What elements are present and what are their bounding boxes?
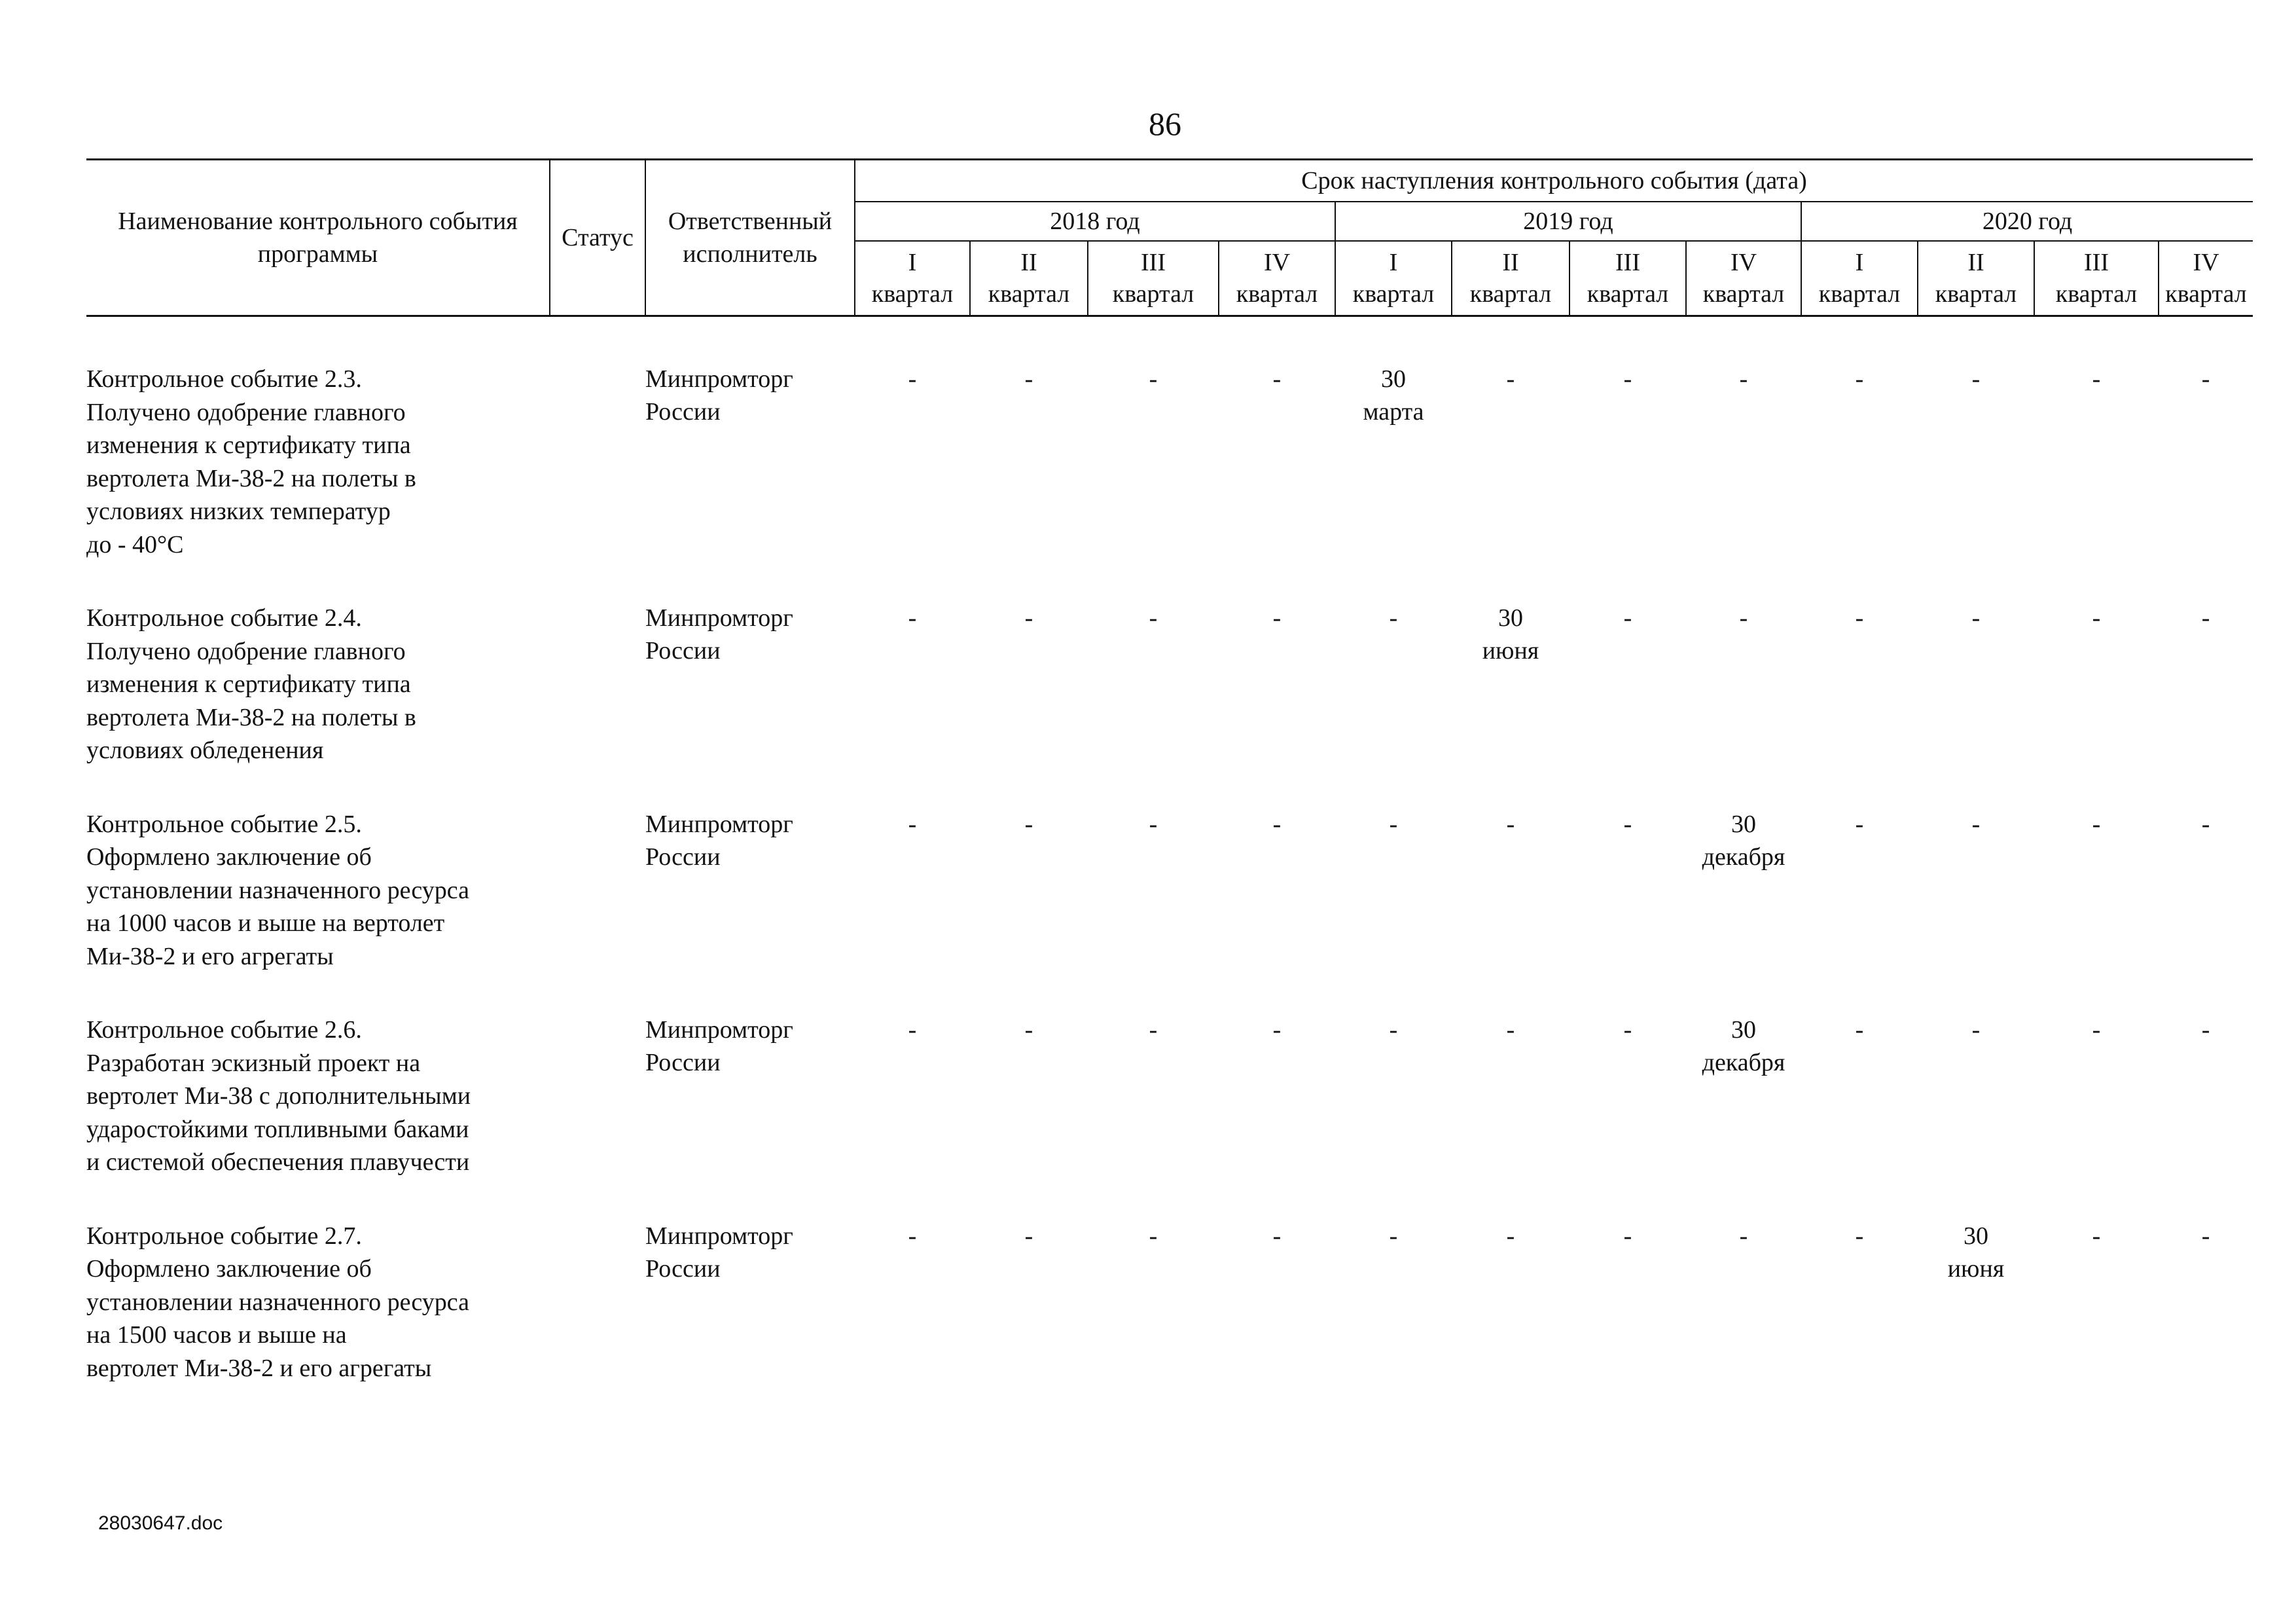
quarter-value-part: 30 (1964, 1222, 1988, 1250)
quarter-value-part: - (1506, 1222, 1515, 1250)
quarter-value-part: декабря (1702, 1049, 1785, 1076)
header-quarter-1-0 (1335, 241, 1452, 316)
quarter-roman: II (1020, 249, 1037, 276)
quarter-value-part: - (1024, 1016, 1033, 1044)
quarter-roman: II (1967, 249, 1984, 276)
quarter-value-part: - (1272, 365, 1282, 393)
table-header (86, 160, 2253, 316)
quarter-value (1570, 316, 1686, 562)
event-name-line: Ми-38-2 и его агрегаты (86, 942, 334, 970)
quarter-roman: I (908, 249, 917, 276)
quarter-value-part: 30 (1731, 1016, 1756, 1044)
header-year-2: 2020 год (1801, 202, 2253, 241)
header-period-column: Срок наступления контрольного события (дата) (855, 160, 2253, 202)
event-name-line: вертолета Ми-38-2 на полеты в (86, 703, 416, 731)
event-responsible (645, 767, 855, 974)
quarter-word: квартал (988, 280, 1070, 308)
event-name-line: до - 40°С (86, 530, 184, 558)
quarter-value (1335, 767, 1452, 974)
quarter-value-part: - (1971, 1016, 1981, 1044)
quarter-value (1088, 561, 1219, 767)
event-name-line: Контрольное событие 2.6. (86, 1016, 362, 1044)
quarter-value (1452, 767, 1570, 974)
quarter-word: квартал (2165, 280, 2247, 308)
event-name-line: условиях обледенения (86, 737, 324, 764)
quarter-value (2159, 1179, 2253, 1385)
quarter-value-part: - (2092, 810, 2101, 838)
quarter-value (1452, 561, 1570, 767)
quarter-value-part: - (2092, 1016, 2101, 1044)
responsible-line: Минпромторг (645, 1016, 793, 1044)
quarter-value-part: - (1855, 1222, 1864, 1250)
table-row (86, 973, 2253, 1179)
quarter-value (1452, 1179, 1570, 1385)
event-name-line: Контрольное событие 2.5. (86, 810, 362, 838)
quarter-value-part: - (1149, 810, 1158, 838)
event-name (86, 767, 550, 974)
header-quarter-0-3 (1219, 241, 1335, 316)
quarter-value-part: - (1024, 1222, 1033, 1250)
quarter-value-part: - (1855, 810, 1864, 838)
quarter-value-part: - (1024, 365, 1033, 393)
quarter-value (2034, 561, 2159, 767)
responsible-line: Минпромторг (645, 365, 793, 393)
quarter-value-part: - (1623, 604, 1632, 632)
event-name-line: изменения к сертификату типа (86, 670, 411, 698)
table-row (86, 561, 2253, 767)
table-body (86, 316, 2253, 1385)
quarter-value (1219, 1179, 1335, 1385)
event-name-line: установлении назначенного ресурса (86, 876, 469, 904)
event-name-line: Получено одобрение главного (86, 637, 406, 665)
quarter-value (855, 973, 970, 1179)
table-row (86, 767, 2253, 974)
header-quarter-1-2 (1570, 241, 1686, 316)
quarter-roman: III (2084, 249, 2109, 276)
responsible-line: России (645, 1254, 721, 1283)
quarter-value-part: - (1389, 604, 1398, 632)
event-name-line: Разработан эскизный проект на (86, 1049, 421, 1077)
quarter-value (1801, 561, 1918, 767)
event-name-line: Оформлено заключение об (86, 843, 372, 871)
quarter-value (970, 767, 1088, 974)
quarter-value (1088, 973, 1219, 1179)
quarter-value-part: - (2201, 1222, 2210, 1250)
header-responsible-column: Ответственный исполнитель (645, 160, 855, 316)
responsible-line: России (645, 637, 721, 665)
quarter-value-part: - (908, 810, 917, 838)
header-quarter-2-3 (2159, 241, 2253, 316)
quarter-value (2159, 561, 2253, 767)
responsible-line: Минпромторг (645, 604, 793, 632)
event-responsible (645, 316, 855, 562)
quarter-value-part: - (1024, 810, 1033, 838)
quarter-value (1088, 767, 1219, 974)
event-name-line: Контрольное событие 2.7. (86, 1222, 362, 1250)
quarter-word: квартал (1352, 280, 1435, 308)
quarter-value-part: - (1855, 365, 1864, 393)
quarter-value-part: - (1971, 365, 1981, 393)
quarter-value (1570, 973, 1686, 1179)
event-status (550, 973, 645, 1179)
quarter-value (855, 561, 970, 767)
quarter-value (1219, 316, 1335, 562)
quarter-value (1918, 767, 2034, 974)
quarter-value-part: - (2201, 1016, 2210, 1044)
header-quarter-2-2 (2034, 241, 2159, 316)
table-row (86, 316, 2253, 562)
quarter-roman: IV (1263, 249, 1291, 276)
quarter-value-part: - (1149, 604, 1158, 632)
quarter-value-part: - (2201, 604, 2210, 632)
header-year-1: 2019 год (1335, 202, 1801, 241)
event-responsible (645, 561, 855, 767)
quarter-value (2159, 767, 2253, 974)
event-name-line: Оформлено заключение об (86, 1255, 372, 1283)
quarter-value-part: - (2092, 1222, 2101, 1250)
quarter-value (1219, 767, 1335, 974)
event-name-line: на 1000 часов и выше на вертолет (86, 909, 445, 937)
quarter-roman: II (1502, 249, 1519, 276)
quarter-value (1219, 561, 1335, 767)
quarter-value (1686, 1179, 1801, 1385)
quarter-value-part: - (1739, 1222, 1748, 1250)
quarter-value-part: - (1272, 1016, 1282, 1044)
quarter-value (1918, 316, 2034, 562)
quarter-roman: III (1141, 249, 1166, 276)
event-status (550, 767, 645, 974)
responsible-line: России (645, 843, 721, 871)
quarter-value (970, 973, 1088, 1179)
header-quarter-2-0 (1801, 241, 1918, 316)
quarter-word: квартал (1702, 280, 1785, 308)
quarter-value (855, 767, 970, 974)
quarter-value (1801, 767, 1918, 974)
quarter-value-part: июня (1947, 1254, 2005, 1283)
quarter-roman: IV (1730, 249, 1757, 276)
quarter-word: квартал (1587, 280, 1669, 308)
event-status (550, 561, 645, 767)
quarter-value-part: - (1739, 365, 1748, 393)
quarter-value (855, 1179, 970, 1385)
event-name-line: установлении назначенного ресурса (86, 1288, 469, 1316)
quarter-value-part: - (908, 365, 917, 393)
quarter-value-part: - (1855, 1016, 1864, 1044)
event-responsible (645, 1179, 855, 1385)
quarter-word: квартал (1818, 280, 1901, 308)
quarter-value (1801, 973, 1918, 1179)
quarter-value (1918, 1179, 2034, 1385)
quarter-value-part: - (1506, 365, 1515, 393)
quarter-value (2034, 973, 2159, 1179)
quarter-word: квартал (1236, 280, 1318, 308)
quarter-value (1088, 1179, 1219, 1385)
event-name (86, 973, 550, 1179)
event-name-line: вертолета Ми-38-2 на полеты в (86, 464, 416, 492)
quarter-value (855, 316, 970, 562)
quarter-value (1686, 316, 1801, 562)
quarter-value-part: - (1389, 1016, 1398, 1044)
quarter-value-part: - (1971, 810, 1981, 838)
quarter-value-part: - (1149, 365, 1158, 393)
quarter-value-part: - (1024, 604, 1033, 632)
event-name-line: условиях низких температур (86, 498, 391, 525)
quarter-value (2034, 316, 2159, 562)
quarter-value (1918, 973, 2034, 1179)
quarter-value-part: - (1506, 1016, 1515, 1044)
quarter-value-part: - (1149, 1016, 1158, 1044)
event-status (550, 1179, 645, 1385)
quarter-value (1335, 1179, 1452, 1385)
quarter-value-part: - (908, 1222, 917, 1250)
document-code: 28030647.doc (98, 1512, 223, 1534)
quarter-value-part: декабря (1702, 843, 1785, 871)
quarter-roman: III (1615, 249, 1640, 276)
quarter-value (2159, 316, 2253, 562)
quarter-value-part: - (1623, 365, 1632, 393)
quarter-value (970, 1179, 1088, 1385)
quarter-value-part: - (1272, 1222, 1282, 1250)
header-quarter-1-3 (1686, 241, 1801, 316)
event-name-line: на 1500 часов и выше на (86, 1321, 347, 1349)
quarter-value-part: 30 (1381, 365, 1406, 393)
quarter-value-part: - (2092, 604, 2101, 632)
quarter-value (1088, 316, 1219, 562)
quarter-value-part: - (1272, 810, 1282, 838)
quarter-word: квартал (1469, 280, 1552, 308)
event-name-line: Контрольное событие 2.3. (86, 365, 362, 393)
quarter-value (1570, 1179, 1686, 1385)
quarter-value (1335, 316, 1452, 562)
quarter-value (1686, 561, 1801, 767)
header-name-column: Наименование контрольного события программы (86, 160, 550, 316)
quarter-value-part: - (1506, 810, 1515, 838)
quarter-value-part: - (1623, 810, 1632, 838)
quarter-value (1918, 561, 2034, 767)
quarter-value-part: - (1855, 604, 1864, 632)
header-status-column: Статус (550, 160, 645, 316)
quarter-value-part: - (1971, 604, 1981, 632)
quarter-value (1801, 316, 1918, 562)
quarter-roman: I (1389, 249, 1398, 276)
quarter-word: квартал (1935, 280, 2017, 308)
quarter-word: квартал (2055, 280, 2138, 308)
quarter-value (1570, 767, 1686, 974)
quarter-value-part: - (1389, 810, 1398, 838)
responsible-line: Минпромторг (645, 1222, 793, 1250)
page-number: 86 (1149, 105, 1181, 142)
quarter-value (1452, 316, 1570, 562)
event-name (86, 1179, 550, 1385)
quarter-value-part: - (2092, 365, 2101, 393)
table-row (86, 1179, 2253, 1385)
event-name-line: Получено одобрение главного (86, 398, 406, 426)
quarter-value-part: июня (1482, 637, 1539, 665)
event-status (550, 316, 645, 562)
event-name (86, 561, 550, 767)
quarter-value-part: - (2201, 365, 2210, 393)
quarter-value-part: 30 (1498, 604, 1523, 632)
quarter-value (1335, 973, 1452, 1179)
quarter-value-part: 30 (1731, 810, 1756, 838)
quarter-value (970, 316, 1088, 562)
event-name-line: и системой обеспечения плавучести (86, 1148, 470, 1176)
quarter-value (2034, 767, 2159, 974)
header-quarter-0-2 (1088, 241, 1219, 316)
quarter-value-part: - (2201, 810, 2210, 838)
event-name-line: вертолет Ми-38 с дополнительными (86, 1082, 471, 1110)
event-name-line: Контрольное событие 2.4. (86, 604, 362, 632)
header-quarter-0-0 (855, 241, 970, 316)
quarter-value (1801, 1179, 1918, 1385)
quarter-value-part: - (1272, 604, 1282, 632)
responsible-line: Минпромторг (645, 810, 793, 838)
quarter-value-part: - (1623, 1222, 1632, 1250)
quarter-value-part: - (908, 1016, 917, 1044)
quarter-value (970, 561, 1088, 767)
header-quarter-0-1 (970, 241, 1088, 316)
quarter-value (2034, 1179, 2159, 1385)
quarter-value (1570, 561, 1686, 767)
quarter-value (1452, 973, 1570, 1179)
control-events-table (86, 158, 2253, 1385)
quarter-value-part: - (908, 604, 917, 632)
quarter-value (1335, 561, 1452, 767)
quarter-word: квартал (871, 280, 954, 308)
quarter-value-part: марта (1363, 398, 1424, 426)
quarter-roman: IV (2193, 249, 2219, 276)
responsible-line: России (645, 1049, 721, 1076)
quarter-value (1686, 767, 1801, 974)
responsible-line: России (645, 398, 721, 426)
event-name-line: изменения к сертификату типа (86, 431, 411, 459)
quarter-value-part: - (1739, 604, 1748, 632)
event-name-line: вертолет Ми-38-2 и его агрегаты (86, 1354, 432, 1382)
quarter-value (1686, 973, 1801, 1179)
header-quarter-1-1 (1452, 241, 1570, 316)
quarter-value-part: - (1389, 1222, 1398, 1250)
quarter-value (2159, 973, 2253, 1179)
quarter-value-part: - (1149, 1222, 1158, 1250)
quarter-value-part: - (1623, 1016, 1632, 1044)
event-responsible (645, 973, 855, 1179)
header-year-0: 2018 год (855, 202, 1335, 241)
quarter-roman: I (1855, 249, 1864, 276)
quarter-value (1219, 973, 1335, 1179)
event-name (86, 316, 550, 562)
event-name-line: ударостойкими топливными баками (86, 1115, 469, 1143)
quarter-word: квартал (1112, 280, 1194, 308)
header-quarter-2-1 (1918, 241, 2034, 316)
